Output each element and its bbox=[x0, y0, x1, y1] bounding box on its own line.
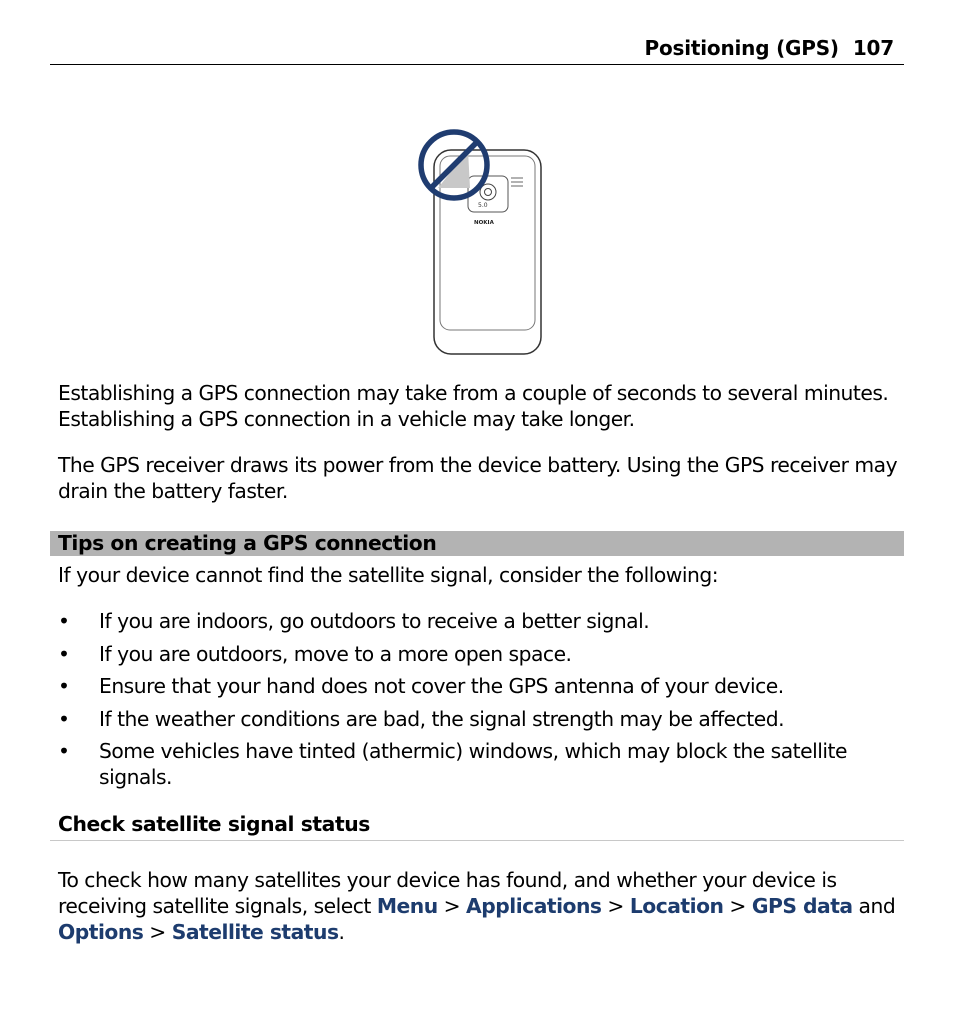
list-item-text: Some vehicles have tinted (athermic) windows, which may block the satellite signals. bbox=[99, 739, 847, 789]
chapter-title: Positioning (GPS) bbox=[644, 36, 839, 60]
tips-list bbox=[58, 608, 908, 797]
section-title: Tips on creating a GPS connection bbox=[58, 531, 437, 555]
bullet-icon: • bbox=[58, 739, 70, 763]
satellite-status-link[interactable]: Satellite status bbox=[171, 920, 339, 944]
brand-logo: NOKIA bbox=[474, 220, 494, 226]
bullet-icon: • bbox=[58, 706, 70, 731]
header-text bbox=[645, 36, 894, 60]
and-text: and bbox=[852, 894, 896, 918]
list-item bbox=[58, 738, 908, 790]
list-item-text: If the weather conditions are bad, the signal strength may be affected. bbox=[99, 706, 785, 731]
list-item bbox=[58, 608, 908, 634]
bullet-icon: • bbox=[58, 641, 70, 666]
satellite-text: To check how many satellites your device has found, and whether your device is receiving satellite signals, select bbox=[58, 868, 837, 918]
list-item-text: Ensure that your hand does not cover the GPS antenna of your device. bbox=[99, 674, 784, 698]
divider bbox=[50, 840, 904, 841]
list-item-text: If you are outdoors, move to a more open space. bbox=[99, 641, 572, 666]
options-link[interactable]: Options bbox=[58, 920, 144, 944]
path-separator: > bbox=[601, 894, 630, 918]
gps-data-link[interactable]: GPS data bbox=[751, 894, 853, 918]
intro-paragraph-1: Establishing a GPS connection may take from a couple of seconds to several minutes. Establishing a GPS connection in a vehicle may take longer. bbox=[58, 381, 889, 431]
path-separator: > bbox=[437, 894, 467, 918]
period-text: . bbox=[338, 920, 345, 944]
section-heading-bar bbox=[50, 531, 904, 556]
camera-label: 5.0 bbox=[478, 202, 488, 209]
menu-link[interactable]: Menu bbox=[376, 894, 438, 918]
satellite-paragraph bbox=[58, 867, 908, 945]
intro-paragraph-2: The GPS receiver draws its power from the device battery. Using the GPS receiver may drain the battery faster. bbox=[58, 453, 898, 503]
list-item bbox=[58, 706, 908, 732]
list-item-text: If you are indoors, go outdoors to receive a better signal. bbox=[99, 609, 650, 633]
list-item bbox=[58, 641, 908, 667]
path-separator: > bbox=[143, 920, 172, 944]
bullet-icon: • bbox=[58, 674, 70, 698]
bullet-icon: • bbox=[58, 609, 70, 633]
subsection-title: Check satellite signal status bbox=[58, 812, 370, 836]
list-item bbox=[58, 673, 908, 699]
page-number: 107 bbox=[852, 36, 894, 60]
page-header bbox=[50, 36, 904, 65]
path-separator: > bbox=[723, 894, 752, 918]
location-link[interactable]: Location bbox=[629, 894, 724, 918]
tips-lead: If your device cannot find the satellite signal, consider the following: bbox=[58, 563, 719, 587]
phone-illustration bbox=[412, 126, 546, 358]
applications-link[interactable]: Applications bbox=[466, 894, 602, 918]
